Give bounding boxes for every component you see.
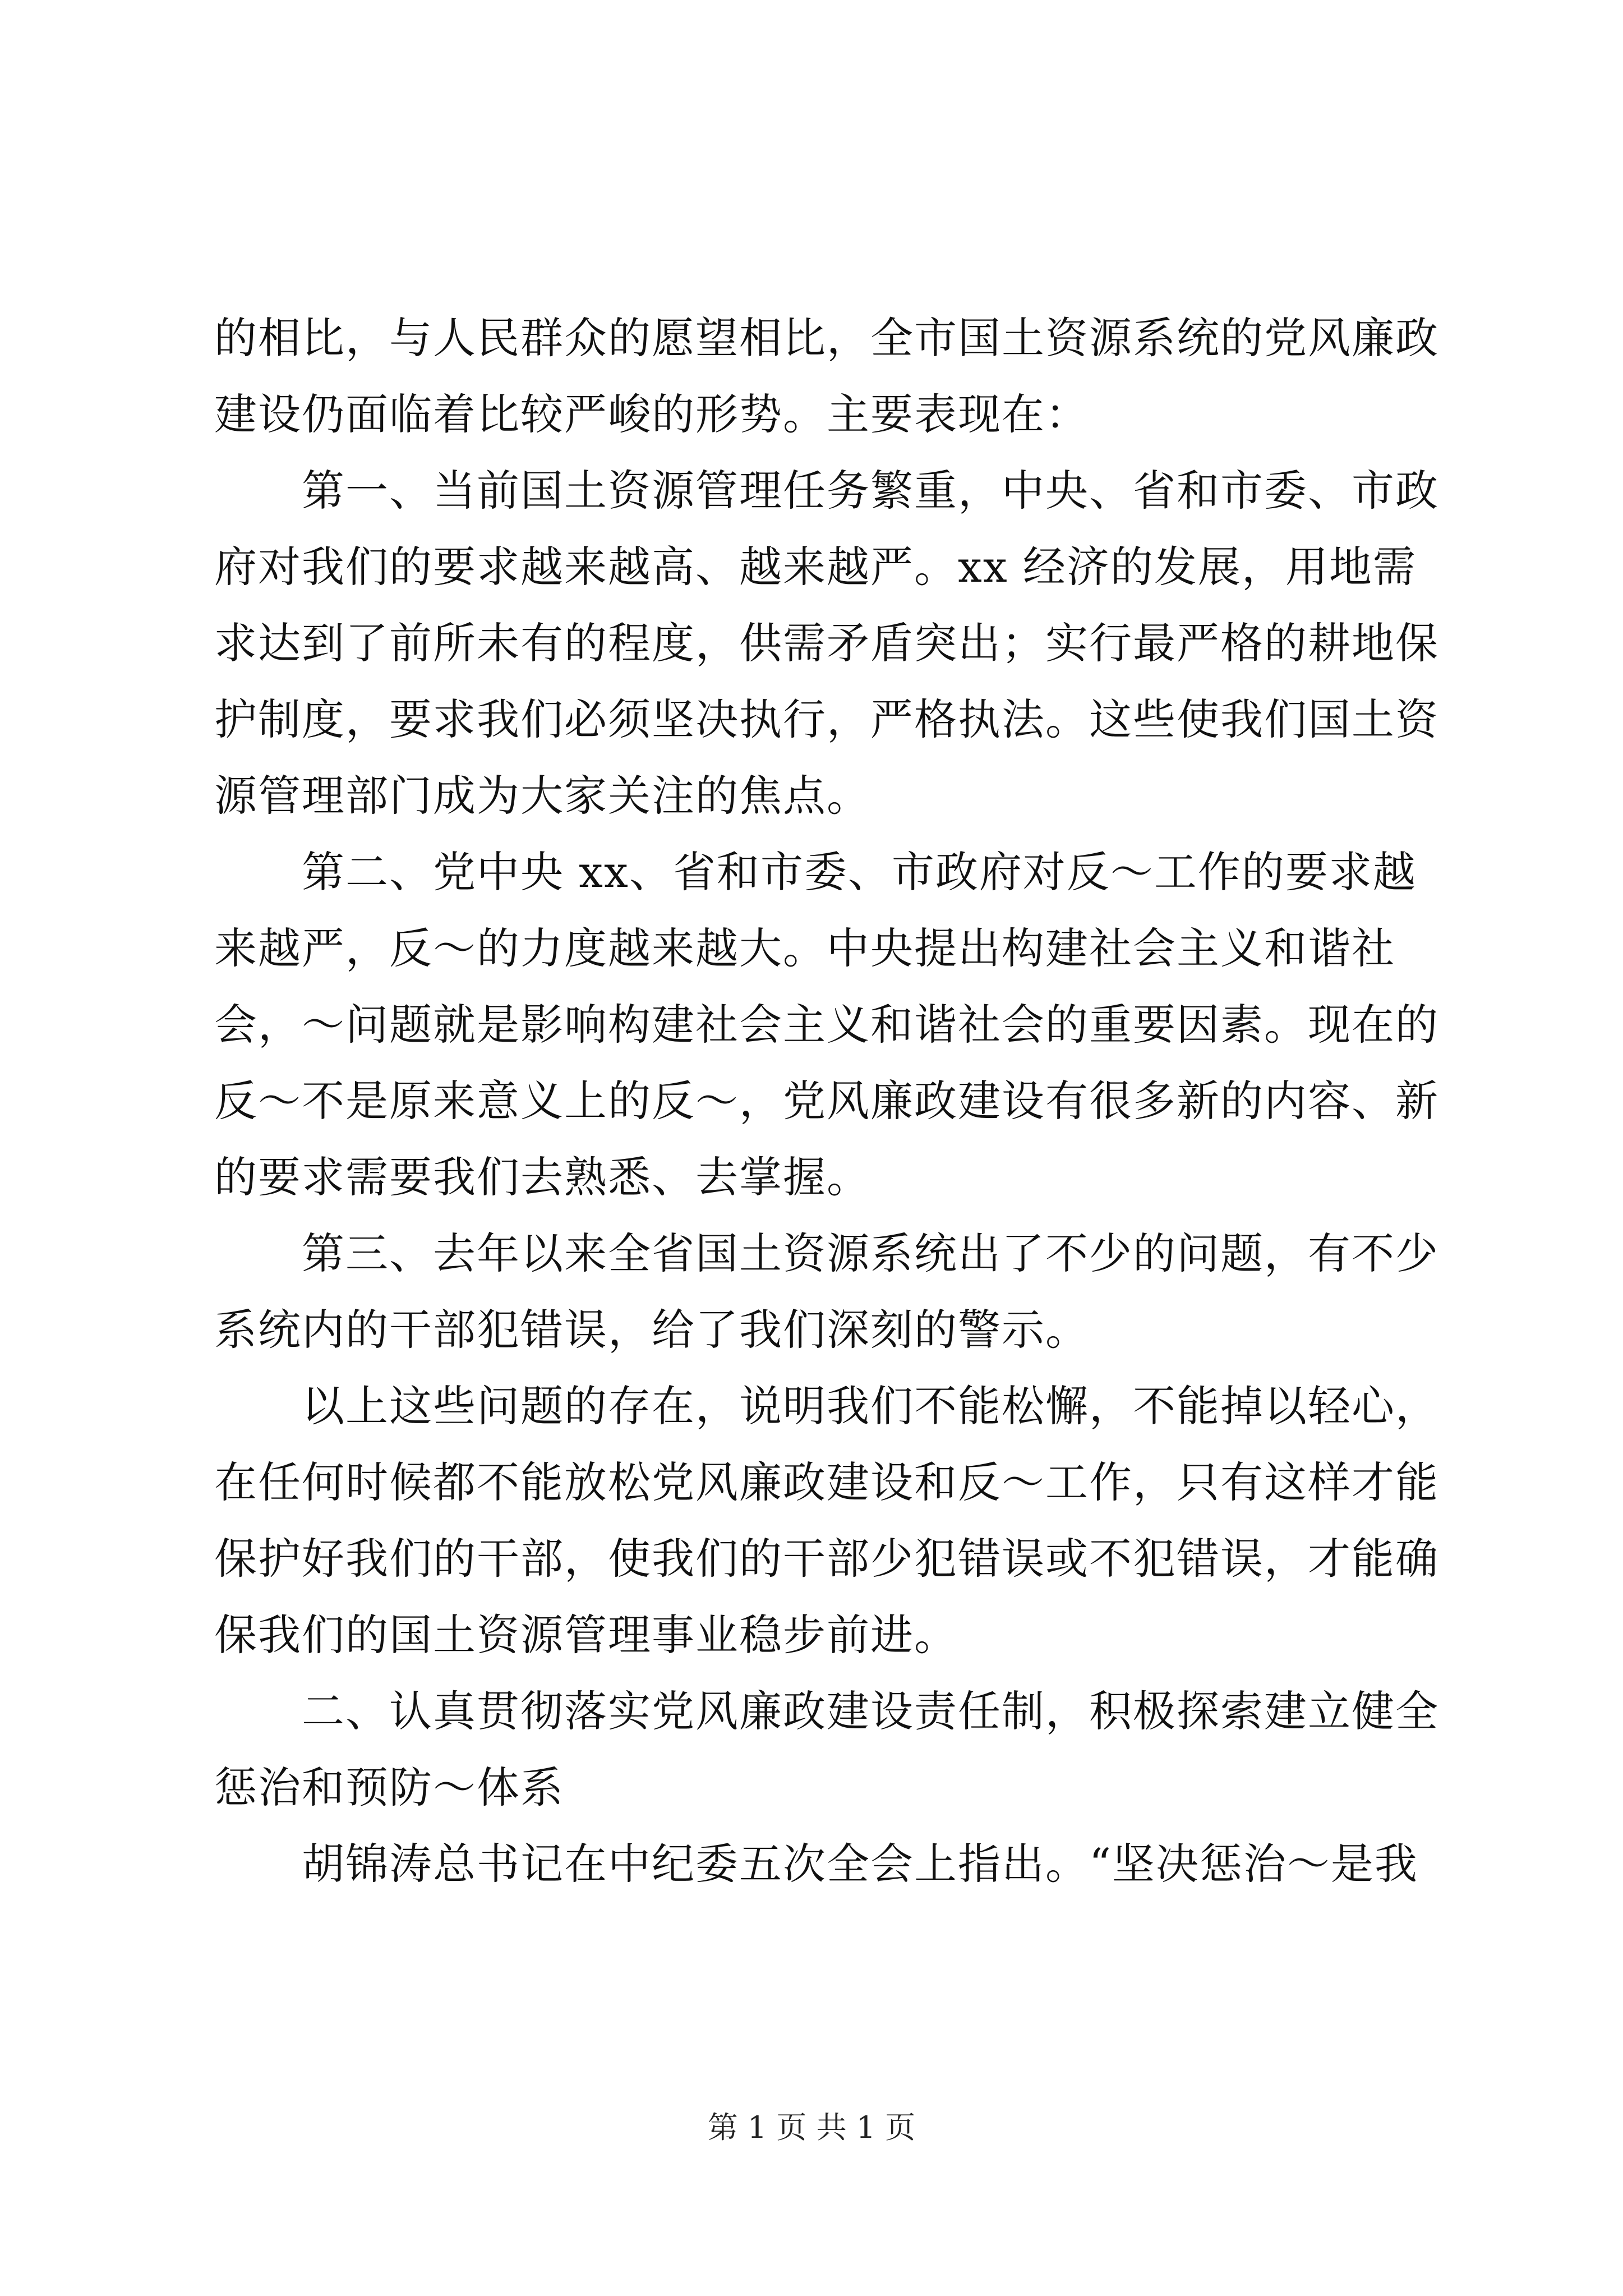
text-line: 护制度，要求我们必须坚决执行，严格执法。这些使我们国土资 <box>214 694 1439 744</box>
text-line: 保护好我们的干部，使我们的干部少犯错误或不犯错误，才能确 <box>214 1534 1439 1584</box>
text-line: 的要求需要我们去熟悉、去掌握。 <box>214 1152 870 1202</box>
document-body <box>214 300 1439 1902</box>
section-heading-line: 惩治和预防～体系 <box>214 1763 564 1812</box>
section-heading-line: 二、认真贯彻落实党风廉政建设责任制，积极探索建立健全 <box>302 1686 1439 1736</box>
text-line: 建设仍面临着比较严峻的形势。主要表现在： <box>214 389 1089 439</box>
page-footer <box>0 2108 1623 2147</box>
text-line: 反～不是原来意义上的反～，党风廉政建设有很多新的内容、新 <box>214 1076 1439 1126</box>
text-line: 府对我们的要求越来越高、越来越严。xx 经济的发展，用地需 <box>214 542 1417 592</box>
text-line: 系统内的干部犯错误，给了我们深刻的警示。 <box>214 1305 1089 1355</box>
paragraph-first-line: 胡锦涛总书记在中纪委五次全会上指出。“坚决惩治～是我 <box>302 1839 1418 1889</box>
text-line: 的相比，与人民群众的愿望相比，全市国土资源系统的党风廉政 <box>214 313 1439 363</box>
text-line: 会，～问题就是影响构建社会主义和谐社会的重要因素。现在的 <box>214 1000 1439 1050</box>
text-line: 保我们的国土资源管理事业稳步前进。 <box>214 1610 958 1660</box>
paragraph-first-line: 第一、当前国土资源管理任务繁重，中央、省和市委、市政 <box>302 466 1439 516</box>
paragraph-first-line: 以上这些问题的存在，说明我们不能松懈，不能掉以轻心， <box>302 1381 1439 1431</box>
text-line: 来越严，反～的力度越来越大。中央提出构建社会主义和谐社 <box>214 923 1395 973</box>
text-line: 求达到了前所未有的程度，供需矛盾突出；实行最严格的耕地保 <box>214 618 1439 668</box>
paragraph-first-line: 第二、党中央 xx、省和市委、市政府对反～工作的要求越 <box>302 847 1417 897</box>
paragraph-first-line: 第三、去年以来全省国土资源系统出了不少的问题，有不少 <box>302 1228 1439 1278</box>
page-number-label: 第 1 页 共 1 页 <box>707 2110 916 2145</box>
text-line: 在任何时候都不能放松党风廉政建设和反～工作，只有这样才能 <box>214 1457 1439 1507</box>
text-line: 源管理部门成为大家关注的焦点。 <box>214 771 870 821</box>
